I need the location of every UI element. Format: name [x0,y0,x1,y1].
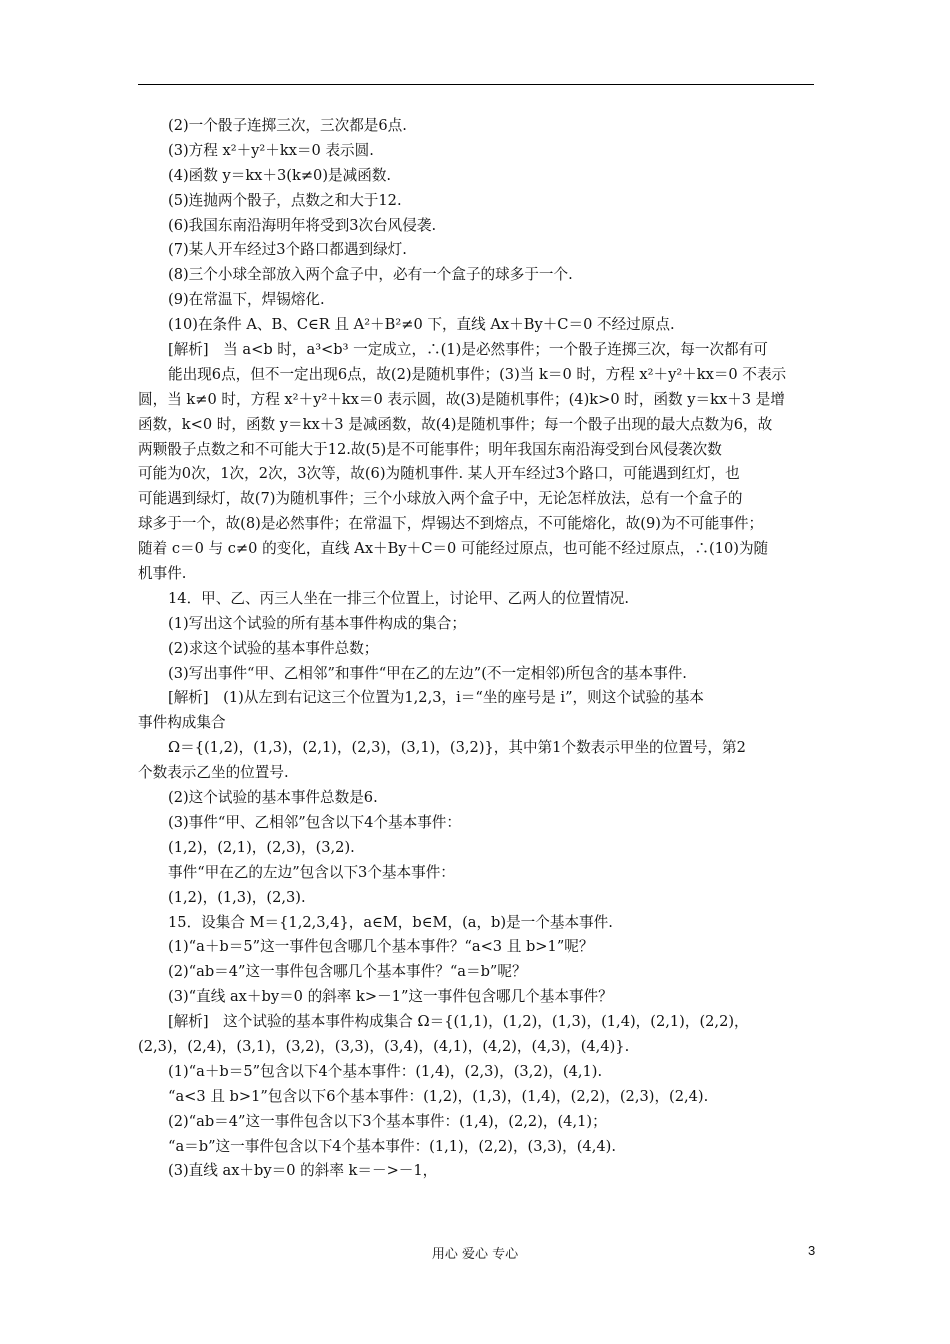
text-line: (10)在条件 A、B、C∈R 且 A²＋B²≠0 下，直线 Ax＋By＋C＝0 不经过原点. [168,316,675,334]
text-line: (1,2)，(2,1)，(2,3)，(3,2). [168,838,355,856]
text-line: 球多于一个，故(8)是必然事件；在常温下，焊锡达不到熔点，不可能熔化，故(9)为不可能事件； [138,515,764,533]
text-line: “a<3 且 b>1”包含以下6个基本事件：(1,2)，(1,3)，(1,4)，(2,2)，(2,3)，(2,4). [168,1087,709,1105]
text-line: [解析] 这个试验的基本事件构成集合 Ω＝{(1,1)，(1,2)，(1,3)，(1,4)，(2,1)，(2,2)， [168,1013,749,1031]
page-body [138,114,814,1184]
text-line: (2)求这个试验的基本事件总数； [168,639,379,657]
text-line: (3)方程 x²＋y²＋kx＝0 表示圆. [168,141,374,159]
text-line: [解析] (1)从左到右记这三个位置为1,2,3，i＝“坐的座号是 i”，则这个试验的基本 [168,689,704,707]
text-line: 个数表示乙坐的位置号. [138,764,289,782]
header-rule [138,84,814,85]
text-line: (3)直线 ax＋by＝0 的斜率 k＝－>－1， [168,1162,438,1180]
text-line: (6)我国东南沿海明年将受到3次台风侵袭. [168,216,437,234]
text-line: (1,2)，(1,3)，(2,3). [168,888,306,906]
text-line: 14．甲、乙、丙三人坐在一排三个位置上，讨论甲、乙两人的位置情况. [168,589,630,607]
text-line: (5)连抛两个骰子，点数之和大于12. [168,191,402,209]
text-line: 事件构成集合 [138,714,226,732]
text-line: (4)函数 y＝kx＋3(k≠0)是减函数. [168,166,392,184]
text-line: (1)“a＋b＝5”包含以下4个基本事件：(1,4)，(2,3)，(3,2)，(4,1). [168,1062,603,1080]
text-line: [解析] 当 a<b 时，a³<b³ 一定成立，∴(1)是必然事件；一个骰子连掷三次，每一次都有可 [168,341,768,359]
text-line: (3)写出事件“甲、乙相邻”和事件“甲在乙的左边”(不一定相邻)所包含的基本事件. [168,664,687,682]
text-line: 随着 c＝0 与 c≠0 的变化，直线 Ax＋By＋C＝0 可能经过原点，也可能不经过原点，∴(10)为随 [138,540,769,558]
text-line: (7)某人开车经过3个路口都遇到绿灯. [168,241,407,259]
text-line: 函数，k<0 时，函数 y＝kx＋3 是减函数，故(4)是随机事件；每一个骰子出现的最大点数为6，故 [138,415,773,433]
text-line: (3)“直线 ax＋by＝0 的斜率 k>－1”这一事件包含哪几个基本事件？ [168,988,613,1006]
text-line: (2)“ab＝4”这一事件包含以下3个基本事件：(1,4)，(2,2)，(4,1)； [168,1112,607,1130]
page-number: 3 [808,1243,816,1258]
text-line: 圆，当 k≠0 时，方程 x²＋y²＋kx＝0 表示圆，故(3)是随机事件；(4)k>0 时，函数 y＝kx＋3 是增 [138,390,785,408]
text-line: (1)写出这个试验的所有基本事件构成的集合； [168,614,466,632]
text-line: (1)“a＋b＝5”这一事件包含哪几个基本事件？“a<3 且 b>1”呢？ [168,938,594,956]
text-line: (2)“ab＝4”这一事件包含哪几个基本事件？“a＝b”呢？ [168,963,527,981]
page-footer: 用心 爱心 专心 [431,1247,519,1262]
text-line: “a＝b”这一事件包含以下4个基本事件：(1,1)，(2,2)，(3,3)，(4,4). [168,1137,616,1155]
text-line: 可能遇到绿灯，故(7)为随机事件；三个小球放入两个盒子中，无论怎样放法，总有一个盒子的 [138,490,743,508]
text-line: 两颗骰子点数之和不可能大于12.故(5)是不可能事件；明年我国东南沿海受到台风侵袭次数 [138,440,722,458]
text-line: 事件“甲在乙的左边”包含以下3个基本事件： [168,863,455,881]
text-line: (8)三个小球全部放入两个盒子中，必有一个盒子的球多于一个. [168,266,573,284]
text-line: 15．设集合 M＝{1,2,3,4}，a∈M，b∈M，(a，b)是一个基本事件. [168,913,613,931]
text-line: (3)事件“甲、乙相邻”包含以下4个基本事件： [168,813,461,831]
text-line: (2)一个骰子连掷三次，三次都是6点. [168,117,407,134]
text-line: 能出现6点，但不一定出现6点，故(2)是随机事件；(3)当 k＝0 时，方程 x²＋y²＋kx＝0 不表示 [168,365,787,383]
text-line: (9)在常温下，焊锡熔化. [168,291,325,309]
text-line: Ω＝{(1,2)，(1,3)，(2,1)，(2,3)，(3,1)，(3,2)}，其中第1个数表示甲坐的位置号，第2 [168,739,746,757]
text-line: 机事件. [138,565,187,583]
text-line: (2)这个试验的基本事件总数是6. [168,789,378,807]
text-line: (2,3)，(2,4)，(3,1)，(3,2)，(3,3)，(3,4)，(4,1)，(4,2)，(4,3)，(4,4)}. [138,1037,630,1055]
text-line: 可能为0次，1次，2次，3次等，故(6)为随机事件. 某人开车经过3个路口，可能遇到红灯，也 [138,465,740,483]
